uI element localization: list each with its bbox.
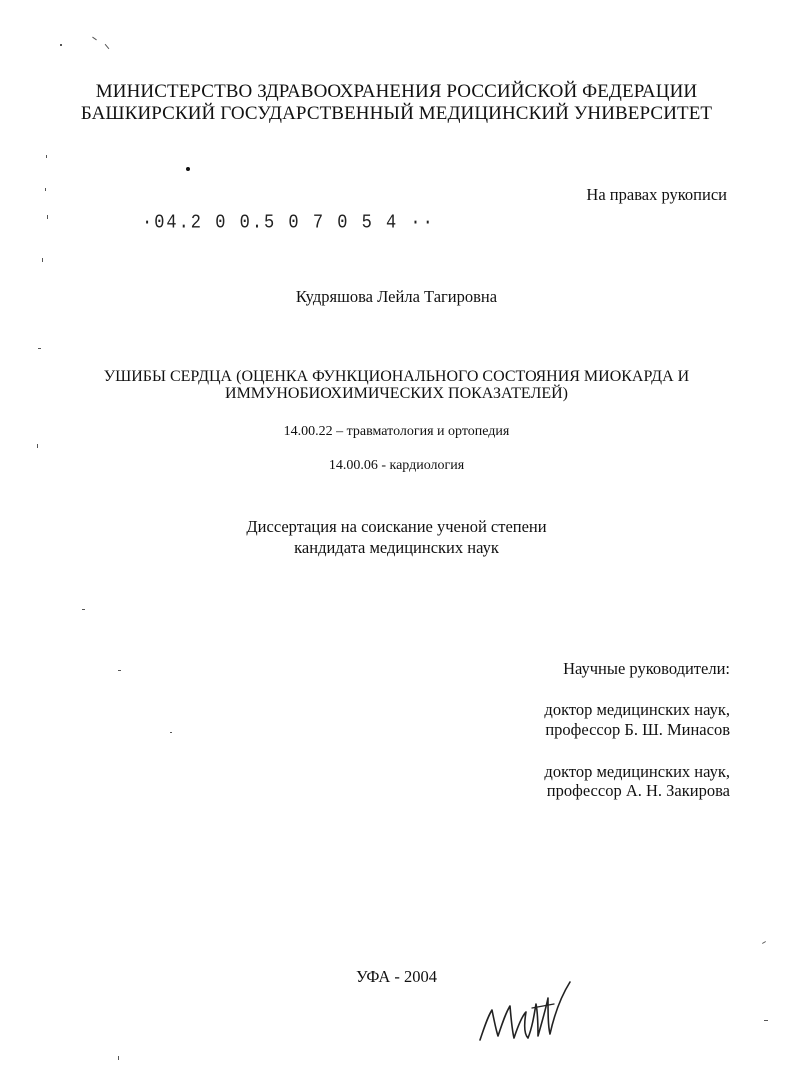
supervisor-1-degree: доктор медицинских наук, xyxy=(544,700,730,719)
scan-speck xyxy=(47,215,48,219)
supervisors-heading: Научные руководители: xyxy=(563,659,730,678)
ministry-heading: МИНИСТЕРСТВО ЗДРАВООХРАНЕНИЯ РОССИЙСКОЙ ФЕДЕРАЦИИ xyxy=(95,81,698,102)
scan-speck xyxy=(118,1056,119,1060)
degree-line-1: Диссертация на соискание ученой степени xyxy=(246,517,547,536)
degree-line-2: кандидата медицинских наук xyxy=(294,538,499,557)
specialty-code-1: 14.00.22 – травматология и ортопедия xyxy=(283,424,510,439)
scan-speck xyxy=(170,732,172,733)
scan-speck xyxy=(82,609,85,610)
scan-speck xyxy=(46,155,47,158)
scan-speck xyxy=(186,167,190,171)
scan-speck xyxy=(37,444,38,448)
scan-speck xyxy=(42,258,43,262)
supervisor-1-name: профессор Б. Ш. Минасов xyxy=(545,720,730,739)
archive-number: ·04.2 0 0.5 0 7 0 5 4 ·· xyxy=(142,212,435,235)
scan-speck xyxy=(762,941,766,944)
place-year: УФА - 2004 xyxy=(355,967,438,986)
handwritten-signature xyxy=(470,968,580,1058)
scan-speck xyxy=(38,348,41,349)
scan-speck xyxy=(118,670,121,671)
author-name: Кудряшова Лейла Тагировна xyxy=(295,287,498,306)
university-heading: БАШКИРСКИЙ ГОСУДАРСТВЕННЫЙ МЕДИЦИНСКИЙ УНИВЕРСИТЕТ xyxy=(80,103,713,124)
scan-speck xyxy=(764,1020,768,1021)
scan-speck xyxy=(45,188,46,191)
specialty-code-2: 14.00.06 - кардиология xyxy=(328,458,465,473)
supervisor-2-degree: доктор медицинских наук, xyxy=(544,762,730,781)
scan-speck xyxy=(60,44,62,46)
supervisor-2-name: профессор А. Н. Закирова xyxy=(546,781,730,800)
scan-speck xyxy=(105,44,110,49)
dissertation-title-line-2: ИММУНОБИОХИМИЧЕСКИХ ПОКАЗАТЕЛЕЙ) xyxy=(225,385,568,402)
dissertation-title-line-1: УШИБЫ СЕРДЦА (ОЦЕНКА ФУНКЦИОНАЛЬНОГО СОСТОЯНИЯ МИОКАРДА И xyxy=(103,368,690,385)
scan-speck xyxy=(92,37,97,41)
rights-note: На правах рукописи xyxy=(586,185,727,204)
